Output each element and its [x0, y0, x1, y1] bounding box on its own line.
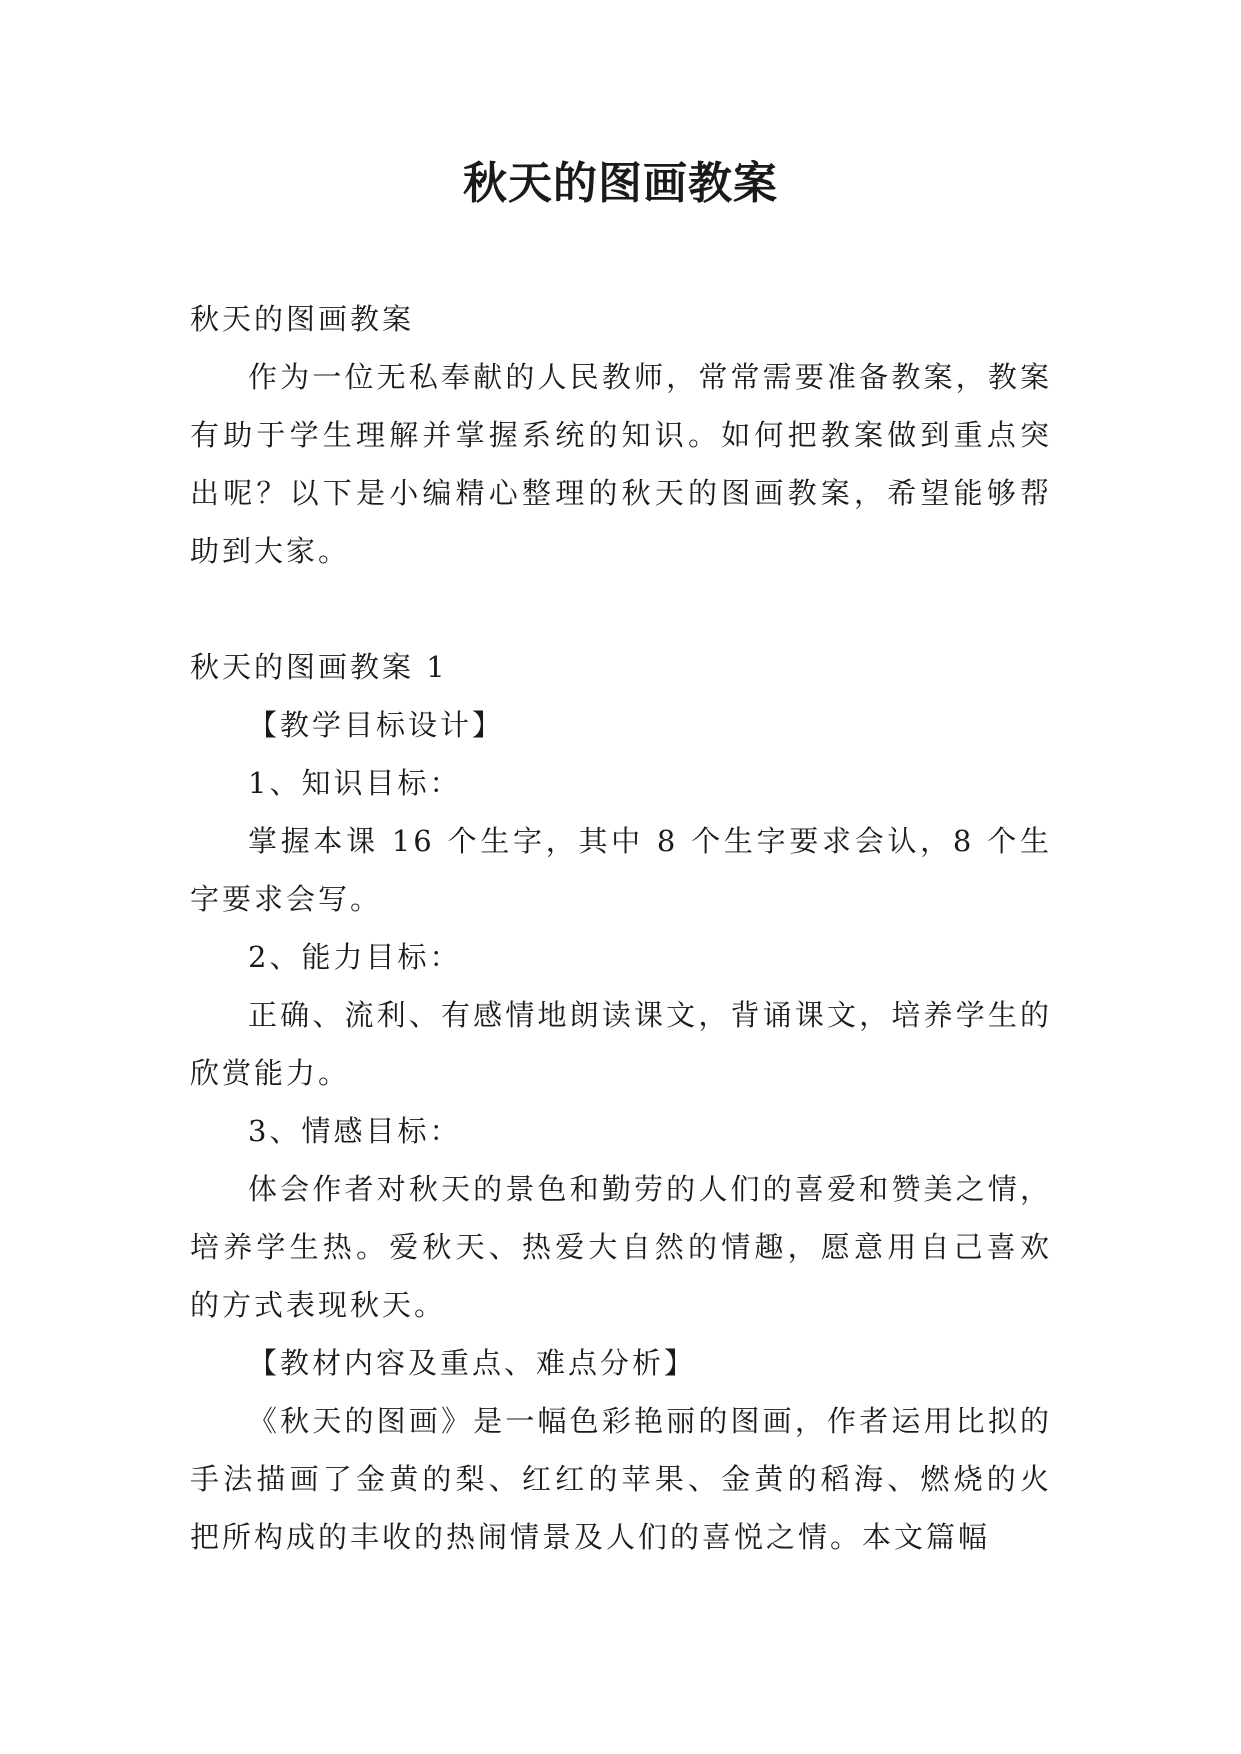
subtitle: 秋天的图画教案 — [190, 302, 415, 336]
goal-knowledge-title: 1、知识目标： — [248, 766, 462, 800]
goal-knowledge-text: 掌握本课 16 个生字，其中 8 个生字要求会认，8 个生字要求会写。 — [190, 824, 1052, 916]
intro-paragraph: 作为一位无私奉献的人民教师，常常需要准备教案，教案有助于学生理解并掌握系统的知识。如何把教案做到重点突出呢？以下是小编精心整理的秋天的图画教案，希望能够帮助到大家。 — [190, 360, 1052, 568]
goal-ability-text: 正确、流利、有感情地朗读课文，背诵课文，培养学生的欣赏能力。 — [190, 998, 1052, 1090]
analysis-paragraph: 《秋天的图画》是一幅色彩艳丽的图画，作者运用比拟的手法描画了金黄的梨、红红的苹果、金黄的稻海、燃烧的火把所构成的丰收的热闹情景及人们的喜悦之情。本文篇幅 — [190, 1404, 1052, 1554]
goal-emotion-text: 体会作者对秋天的景色和勤劳的人们的喜爱和赞美之情，培养学生热。爱秋天、热爱大自然的情趣，愿意用自己喜欢的方式表现秋天。 — [190, 1172, 1052, 1322]
section-heading: 秋天的图画教案 1 — [190, 650, 448, 684]
goal-ability-title: 2、能力目标： — [248, 940, 462, 974]
goal-emotion-title: 3、情感目标： — [248, 1114, 462, 1148]
document-title: 秋天的图画教案 — [463, 158, 778, 209]
paragraph-gap — [190, 580, 1052, 638]
document-body — [190, 290, 1052, 1566]
goals-heading: 【教学目标设计】 — [248, 708, 505, 742]
analysis-heading: 【教材内容及重点、难点分析】 — [248, 1346, 697, 1380]
